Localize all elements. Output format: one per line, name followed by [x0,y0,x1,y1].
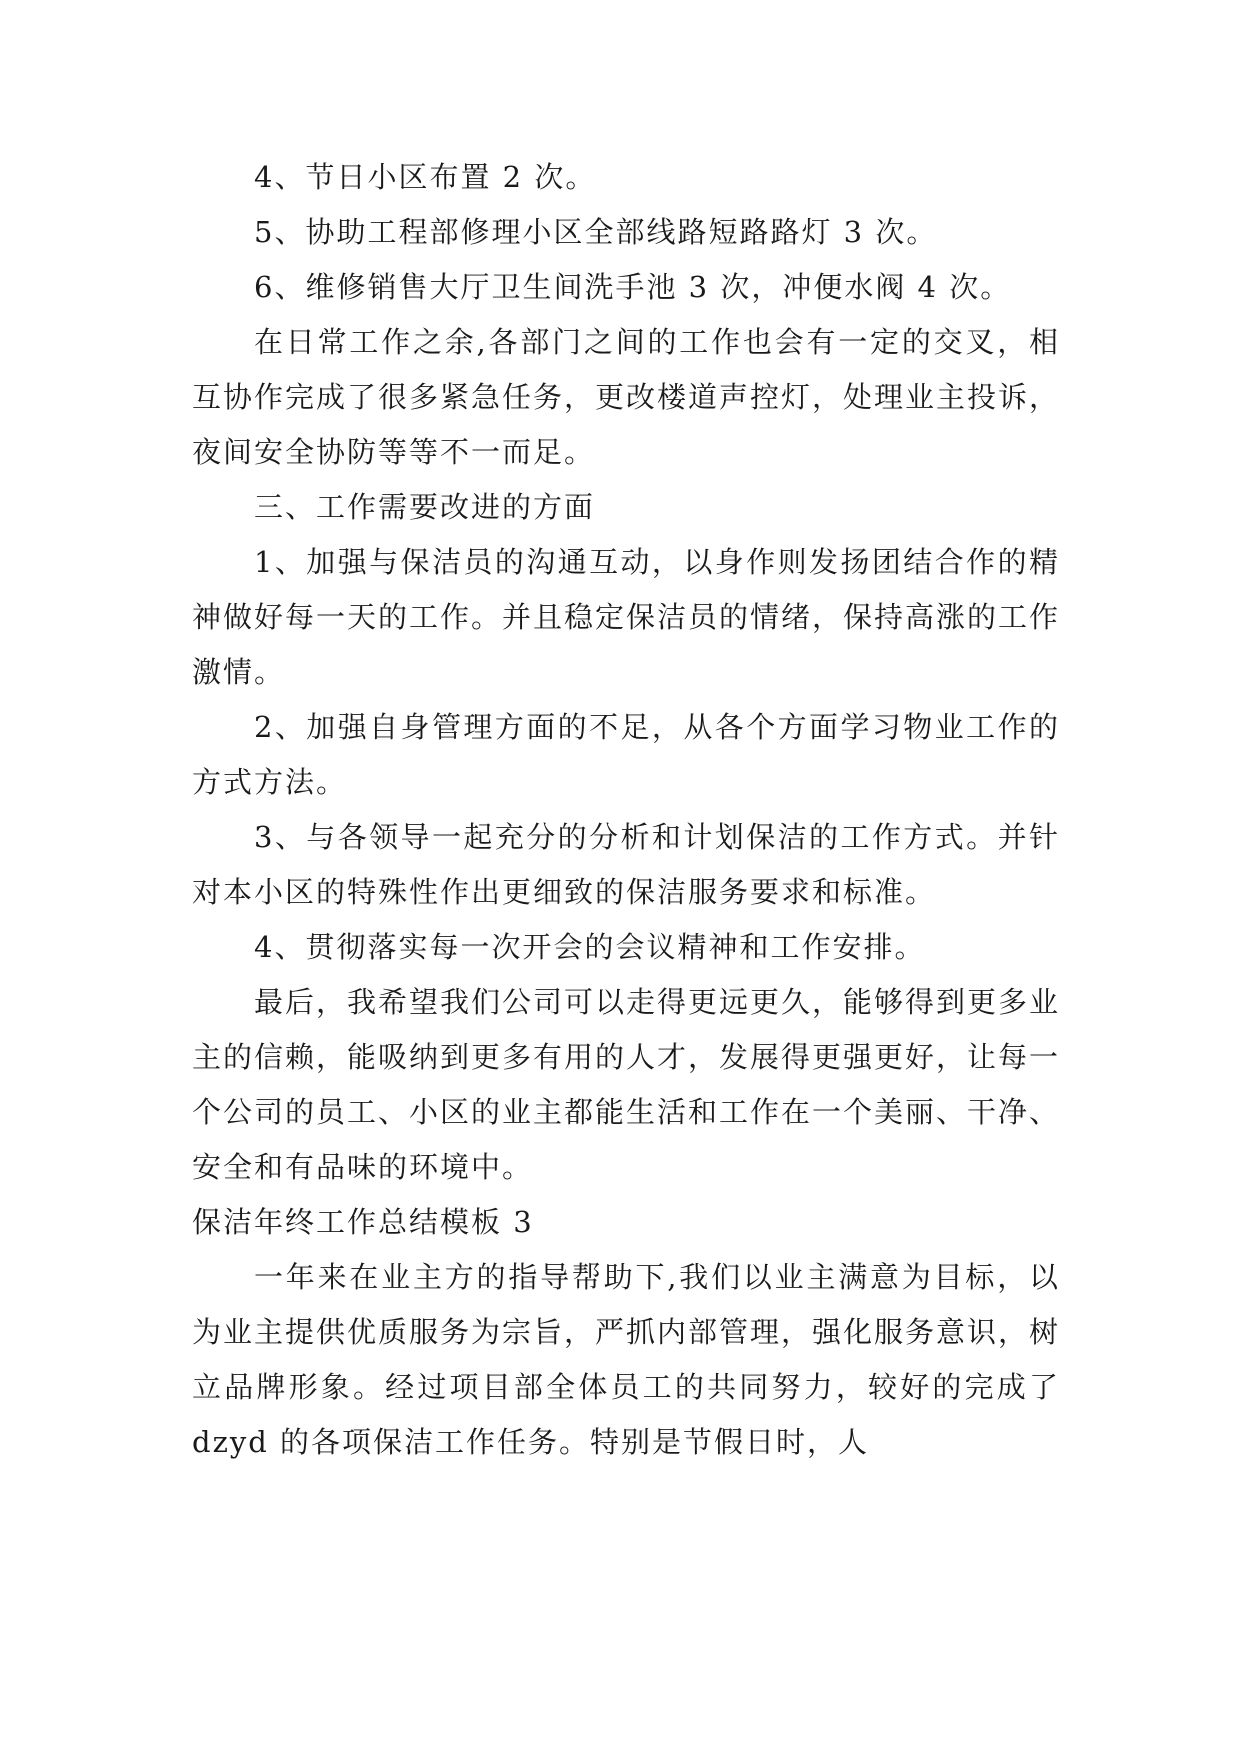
list-item: 4、贯彻落实每一次开会的会议精神和工作安排。 [254,930,926,964]
document-title: 保洁年终工作总结模板 3 [192,1205,534,1239]
body-paragraph: 在日常工作之余,各部门之间的工作也会有一定的交叉，相互协作完成了很多紧急任务，更改楼道声控灯，处理业主投诉，夜间安全协防等等不一而足。 [192,325,1061,469]
section-heading: 三、工作需要改进的方面 [254,490,596,524]
body-paragraph: 最后，我希望我们公司可以走得更远更久，能够得到更多业主的信赖，能吸纳到更多有用的人才，发展得更强更好，让每一个公司的员工、小区的业主都能生活和工作在一个美丽、干净、安全和有品味的环境中。 [192,985,1061,1184]
list-item: 6、维修销售大厅卫生间洗手池 3 次，冲便水阀 4 次。 [254,270,1012,304]
list-item: 3、与各领导一起充分的分析和计划保洁的工作方式。并针对本小区的特殊性作出更细致的保洁服务要求和标准。 [192,820,1060,909]
list-item: 5、协助工程部修理小区全部线路短路路灯 3 次。 [254,215,938,249]
body-paragraph: 一年来在业主方的指导帮助下,我们以业主满意为目标，以为业主提供优质服务为宗旨，严抓内部管理，强化服务意识，树立品牌形象。经过项目部全体员工的共同努力，较好的完成了 dzyd 的各项保洁工作任务。特别是节假日时，人 [192,1260,1061,1459]
list-item: 1、加强与保洁员的沟通互动，以身作则发扬团结合作的精神做好每一天的工作。并且稳定保洁员的情绪，保持高涨的工作激情。 [192,545,1061,689]
list-item: 4、节日小区布置 2 次。 [254,160,597,194]
list-item: 2、加强自身管理方面的不足，从各个方面学习物业工作的方式方法。 [192,710,1060,799]
document-body [192,150,1060,1470]
